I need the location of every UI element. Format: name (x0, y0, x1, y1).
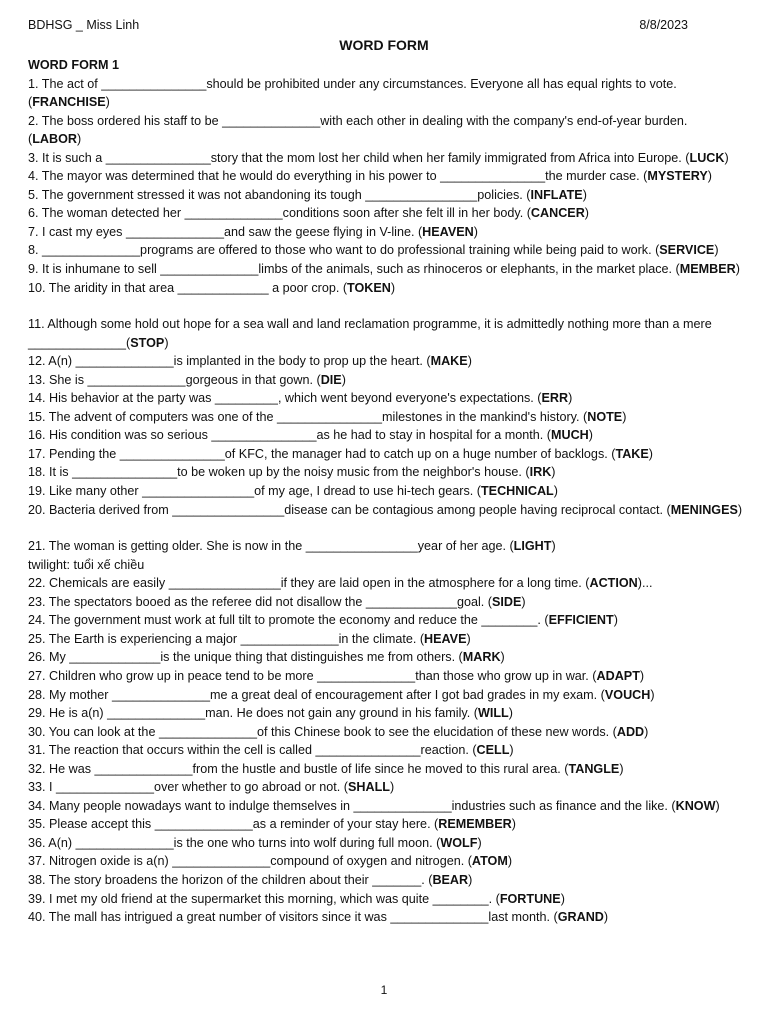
root-word: ADAPT (596, 668, 640, 683)
question-text: 25. The Earth is experiencing a major ______________in the climate. ( (28, 631, 425, 646)
question-text: 37. Nitrogen oxide is a(n) ______________compound of oxygen and nitrogen. ( (28, 854, 472, 869)
question-suffix: ) (511, 817, 516, 832)
question-text: 39. I met my old friend at the supermarket this morning, which was quite ________. ( (28, 891, 500, 906)
question-suffix: ) (707, 169, 712, 184)
question-text: 32. He was ______________from the hustle and bustle of life since he moved to this rural area. ( (28, 761, 569, 776)
question-suffix: ) (553, 484, 558, 499)
root-word: GRAND (557, 910, 604, 925)
question-text: 10. The aridity in that area _____________ a poor crop. ( (28, 280, 348, 295)
question-suffix: ) (639, 668, 645, 683)
question-suffix: ) (500, 650, 505, 665)
question-text: 2. The boss ordered his staff to be ______________with each other in dealing with the company's end-of-year burden. ( (28, 113, 688, 147)
question-item (28, 463, 743, 482)
root-word: FRANCHISE (32, 95, 106, 110)
question-text: 3. It is such a _______________story that the mom lost her child when her family immigrated from Africa into Europe. ( (28, 150, 690, 165)
root-word: DIE (320, 372, 342, 387)
question-item (28, 852, 743, 871)
question-item (28, 778, 743, 797)
section-heading: WORD FORM 1 (28, 58, 119, 72)
question-text: 31. The reaction that occurs within the cell is called _______________reaction. ( (28, 743, 477, 758)
question-text: 26. My _____________is the unique thing that distinguishes me from others. ( (28, 650, 463, 665)
root-word: TANGLE (568, 761, 620, 776)
question-item (28, 574, 743, 593)
root-word: REMEMBER (438, 817, 512, 832)
question-suffix: ) (473, 224, 478, 239)
question-suffix: ) (582, 187, 587, 202)
question-suffix: ) (735, 262, 740, 277)
question-item (28, 223, 743, 242)
question-suffix: ) (650, 687, 655, 702)
root-word: MUCH (550, 428, 589, 443)
root-word: STOP (130, 335, 165, 350)
question-item (28, 630, 743, 649)
question-text: 33. I ______________over whether to go abroad or not. ( (28, 780, 348, 795)
question-text: 7. I cast my eyes ______________and saw the geese flying in V-line. ( (28, 224, 423, 239)
question-suffix: ) (588, 428, 593, 443)
question-suffix: ) (644, 724, 649, 739)
header-author: BDHSG _ Miss Linh (28, 18, 140, 32)
root-word: CELL (476, 743, 510, 758)
question-item (28, 389, 743, 408)
question-text: 23. The spectators booed as the referee did not disallow the _____________goal. ( (28, 594, 492, 609)
question-item (28, 75, 743, 112)
question-text: 36. A(n) ______________is the one who turns into wolf during full moon. ( (28, 835, 441, 850)
question-suffix: ) (105, 95, 110, 110)
question-suffix: ) (724, 150, 729, 165)
question-item (28, 537, 743, 556)
root-word: ERR (541, 391, 569, 406)
question-item (28, 667, 743, 686)
section-spacer (28, 519, 743, 537)
question-item (28, 648, 743, 667)
question-text: 17. Pending the _______________of KFC, the manager had to catch up on a huge number of backlogs. ( (28, 446, 616, 461)
root-word: MYSTERY (647, 169, 708, 184)
root-word: LUCK (689, 150, 725, 165)
question-item (28, 686, 743, 705)
question-text: 20. Bacteria derived from ________________disease can be contagious among people having reciprocal contact. ( (28, 502, 671, 517)
question-text: 35. Please accept this ______________as a reminder of your stay here. ( (28, 817, 439, 832)
question-item (28, 723, 743, 742)
root-word: LABOR (32, 132, 77, 147)
question-text: 1. The act of _______________should be prohibited under any circumstances. Everyone all has equal rights to vote. ( (28, 76, 677, 110)
question-item (28, 890, 743, 909)
question-text: 30. You can look at the ______________of this Chinese book to see the elucidation of these new words. ( (28, 724, 617, 739)
question-suffix: ) (584, 206, 589, 221)
question-suffix: ) (341, 372, 346, 387)
root-word: MENINGES (670, 502, 738, 517)
question-suffix: ) (389, 780, 395, 795)
question-item (28, 815, 743, 834)
question-suffix: ) (622, 409, 627, 424)
question-suffix: ) (76, 132, 82, 147)
root-word: TAKE (615, 446, 649, 461)
root-word: HEAVEN (422, 224, 474, 239)
root-word: MAKE (430, 354, 468, 369)
question-text: 14. His behavior at the party was _________, which went beyond everyone's expectations. ( (28, 391, 542, 406)
question-item (28, 593, 743, 612)
question-suffix: )... (637, 576, 653, 591)
header-date: 8/8/2023 (639, 18, 688, 32)
question-suffix: ) (509, 743, 514, 758)
root-word: SIDE (491, 594, 522, 609)
question-text: 19. Like many other ________________of my age, I dread to use hi-tech gears. ( (28, 484, 481, 499)
question-text: 11. Although some hold out hope for a sea wall and land reclamation programme, it is admittedly nothing more than a mere ______________( (28, 317, 712, 350)
question-text: 40. The mall has intrigued a great number of visitors since it was ______________last month. ( (28, 910, 558, 925)
question-text: 28. My mother ______________me a great deal of encouragement after I got bad grades in my exam. ( (28, 687, 605, 702)
root-word: INFLATE (530, 187, 583, 202)
question-text: 5. The government stressed it was not abandoning its tough ________________policies. ( (28, 187, 531, 202)
root-word: FORTUNE (499, 891, 561, 906)
question-item (28, 167, 743, 186)
question-suffix: ) (467, 354, 472, 369)
question-suffix: ) (508, 706, 513, 721)
question-text: 13. She is ______________gorgeous in that gown. ( (28, 372, 321, 387)
exercise-content (28, 56, 743, 927)
question-item (28, 611, 743, 630)
question-suffix: ) (737, 502, 743, 517)
question-item (28, 834, 743, 853)
question-suffix: ) (390, 280, 396, 295)
question-text: 4. The mayor was determined that he would do everything in his power to _______________the murder case. ( (28, 169, 648, 184)
root-word: ATOM (471, 854, 508, 869)
root-word: TECHNICAL (480, 484, 554, 499)
question-text: 21. The woman is getting older. She is now in the ________________year of her age. ( (28, 539, 514, 554)
question-item (28, 741, 743, 760)
root-word: WOLF (440, 835, 478, 850)
root-word: BEAR (432, 872, 469, 887)
question-item (28, 371, 743, 390)
root-word: TOKEN (347, 280, 391, 295)
question-item (28, 445, 743, 464)
question-suffix: ) (551, 539, 556, 554)
root-word: ADD (616, 724, 645, 739)
vocab-note: twilight: tuổi xế chiều (28, 557, 145, 572)
question-text: 34. Many people nowadays want to indulge themselves in ______________industries such as finance and the like. ( (28, 798, 676, 813)
question-item (28, 186, 743, 205)
root-word: KNOW (675, 798, 716, 813)
question-text: 38. The story broadens the horizon of the children about their _______. ( (28, 872, 433, 887)
root-word: SHALL (347, 780, 390, 795)
question-item (28, 408, 743, 427)
question-item (28, 112, 743, 149)
root-word: SERVICE (659, 243, 715, 258)
page-title: WORD FORM (339, 37, 429, 53)
question-suffix: ) (714, 243, 719, 258)
root-word: IRK (529, 465, 552, 480)
question-suffix: ) (477, 835, 482, 850)
root-word: MEMBER (679, 262, 736, 277)
question-text: 22. Chemicals are easily ________________if they are laid open in the atmosphere for a long time. ( (28, 576, 590, 591)
question-text: 16. His condition was so serious _______________as he had to stay in hospital for a month. ( (28, 428, 551, 443)
question-item (28, 426, 743, 445)
question-suffix: ) (568, 391, 573, 406)
question-text: 6. The woman detected her ______________conditions soon after she felt ill in her body. ( (28, 206, 531, 221)
question-text: 15. The advent of computers was one of the _______________milestones in the mankind's history. ( (28, 409, 588, 424)
question-text: 27. Children who grow up in peace tend to be more ______________than those who grow up in war. ( (28, 668, 597, 683)
question-item (28, 204, 743, 223)
question-suffix: ) (507, 854, 513, 869)
question-item (28, 482, 743, 501)
question-text: 18. It is _______________to be woken up by the noisy music from the neighbor's house. ( (28, 465, 530, 480)
question-suffix: ) (619, 761, 624, 776)
question-suffix: ) (164, 335, 169, 350)
root-word: HEAVE (424, 631, 467, 646)
question-item (28, 797, 743, 816)
question-item (28, 315, 743, 352)
root-word: NOTE (587, 409, 623, 424)
question-suffix: ) (551, 465, 556, 480)
root-word: LIGHT (513, 539, 552, 554)
root-word: EFFICIENT (548, 613, 614, 628)
question-text: 8. ______________programs are offered to those who want to do professional training while being paid to work. ( (28, 243, 660, 258)
page-number: 1 (380, 983, 388, 997)
question-item (28, 501, 743, 520)
question-suffix: ) (560, 891, 565, 906)
question-item (28, 279, 743, 298)
question-item (28, 241, 743, 260)
question-item (28, 149, 743, 168)
section-spacer (28, 297, 743, 315)
question-suffix: ) (613, 613, 618, 628)
question-item (28, 908, 743, 927)
root-word: CANCER (530, 206, 585, 221)
question-item (28, 871, 743, 890)
question-item (28, 704, 743, 723)
question-text: 12. A(n) ______________is implanted in the body to prop up the heart. ( (28, 354, 431, 369)
question-item (28, 760, 743, 779)
question-item (28, 352, 743, 371)
question-text: 9. It is inhumane to sell ______________limbs of the animals, such as rhinoceros or elephants, in the market place. ( (28, 262, 680, 277)
root-word: WILL (477, 706, 509, 721)
root-word: ACTION (589, 576, 638, 591)
question-suffix: ) (648, 446, 653, 461)
question-suffix: ) (715, 798, 720, 813)
question-suffix: ) (521, 594, 526, 609)
question-text: 29. He is a(n) ______________man. He does not gain any ground in his family. ( (28, 706, 478, 721)
root-word: MARK (462, 650, 501, 665)
question-suffix: ) (603, 910, 609, 925)
root-word: VOUCH (604, 687, 651, 702)
question-suffix: ) (466, 631, 471, 646)
question-text: 24. The government must work at full tilt to promote the economy and reduce the ________. ( (28, 613, 549, 628)
question-item (28, 260, 743, 279)
question-suffix: ) (468, 872, 473, 887)
